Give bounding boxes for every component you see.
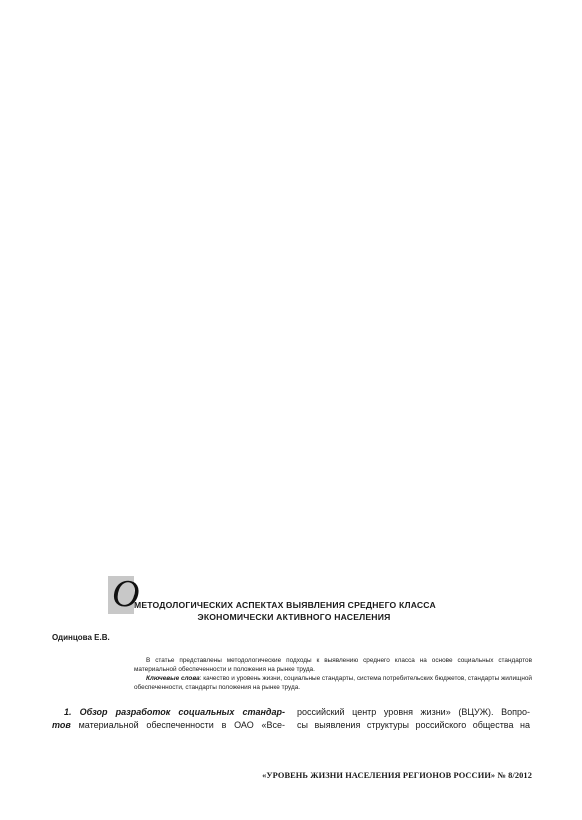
body-right-line-2: сы выявления структуры российского общества на [297,720,530,730]
body-left-text: материальной обеспеченности в ОАО «Все- [70,720,285,730]
abstract-text: В статье представлены методологические подходы к выявлению среднего класса на основе социальных стандартов материальной обеспеченности и положения на рынке труда. [134,657,532,673]
abstract-block [134,656,532,692]
body-column-left [52,706,285,732]
journal-footer: «УРОВЕНЬ ЖИЗНИ НАСЕЛЕНИЯ РЕГИОНОВ РОССИИ» № 8/2012 [262,771,532,780]
article-title-line-2: ЭКОНОМИЧЕСКИ АКТИВНОГО НАСЕЛЕНИЯ [197,612,391,622]
drop-cap-letter: О [112,573,140,615]
body-column-right [297,706,530,732]
keywords-label: Ключевые слова [146,675,200,682]
keywords-paragraph [134,674,532,692]
body-line-2 [52,719,285,732]
keywords-text: : качество и уровень жизни, социальные стандарты, система потребительских бюджетов, стандарты жилищной обеспеченности, стандарты положения на рынке труда. [134,675,533,691]
article-title-line-1: МЕТОДОЛОГИЧЕСКИХ АСПЕКТАХ ВЫЯВЛЕНИЯ СРЕДНЕГО КЛАССА [134,600,436,610]
section-heading-line-2: тов [52,720,71,730]
body-right-line-1: российский центр уровня жизни» (ВЦУЖ). Вопро- [297,707,530,717]
section-heading-line-1: 1. Обзор разработок социальных стандар- [64,707,285,717]
author-name: Одинцова Е.В. [52,633,110,642]
